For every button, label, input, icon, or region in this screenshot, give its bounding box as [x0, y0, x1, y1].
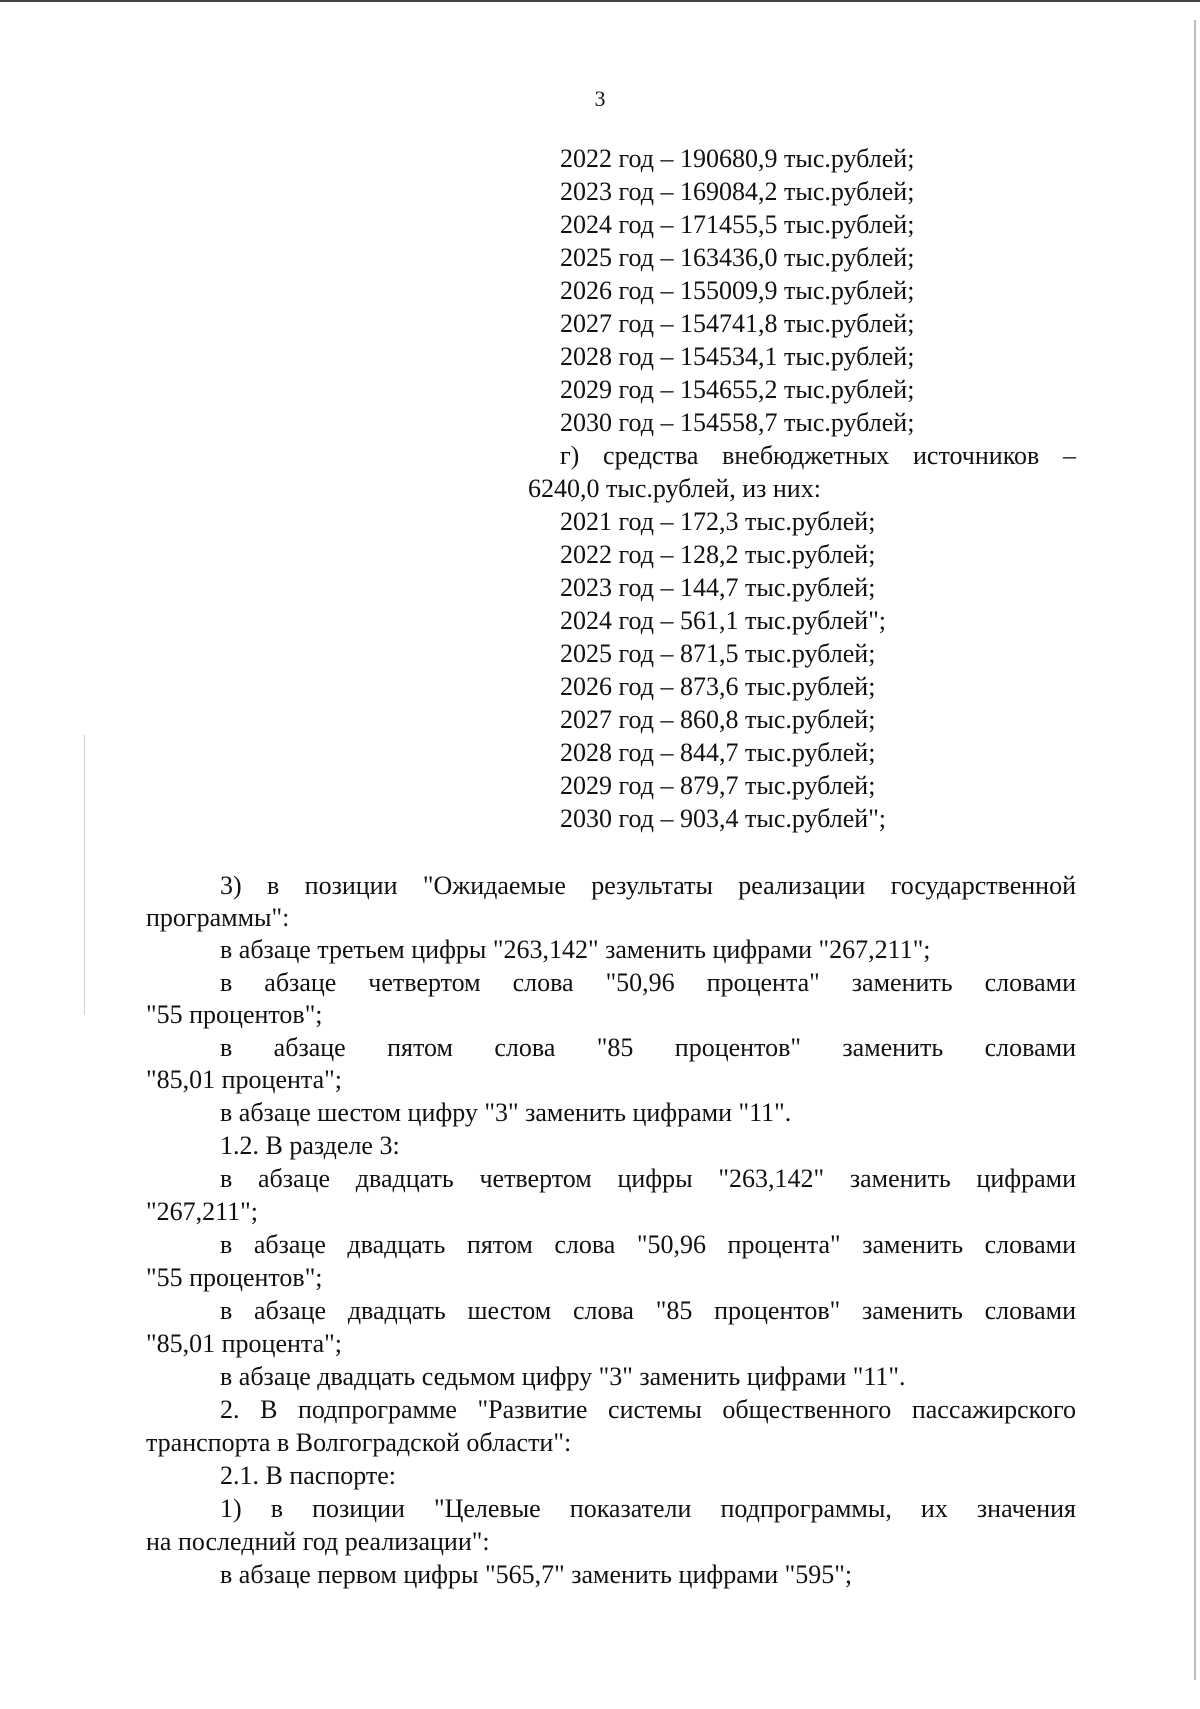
funding-line: 2027 год – 860,8 тыс.рублей;: [560, 705, 876, 734]
body-line: 2. В подпрограмме "Развитие системы общественного пассажирского: [220, 1395, 1076, 1424]
scan-left-mark: [84, 735, 85, 1015]
body-line: 2.1. В паспорте:: [220, 1461, 397, 1490]
funding-line: 2026 год – 873,6 тыс.рублей;: [560, 672, 876, 701]
funding-line: 2023 год – 144,7 тыс.рублей;: [560, 573, 876, 602]
funding-line: 2024 год – 171455,5 тыс.рублей;: [560, 210, 915, 239]
body-line: в абзаце первом цифры "565,7" заменить цифрами "595";: [220, 1560, 853, 1589]
body-line: в абзаце шестом цифру "3" заменить цифрами "11".: [220, 1098, 792, 1127]
funding-line: 2029 год – 154655,2 тыс.рублей;: [560, 375, 915, 404]
funding-line: 2030 год – 903,4 тыс.рублей";: [560, 804, 887, 833]
funding-line: 2029 год – 879,7 тыс.рублей;: [560, 771, 876, 800]
funding-line: 2022 год – 128,2 тыс.рублей;: [560, 540, 876, 569]
body-line: "55 процентов";: [146, 1263, 323, 1292]
body-line: в абзаце двадцать четвертом цифры "263,142" заменить цифрами: [220, 1164, 1076, 1193]
body-line: "85,01 процента";: [146, 1065, 342, 1094]
scan-top-edge: [0, 0, 1200, 2]
body-line: 1) в позиции "Целевые показатели подпрограммы, их значения: [220, 1494, 1076, 1523]
funding-line: 2021 год – 172,3 тыс.рублей;: [560, 507, 876, 536]
body-line: "267,211";: [146, 1197, 258, 1226]
body-line: транспорта в Волгоградской области":: [146, 1428, 572, 1457]
scan-right-edge: [1194, 20, 1196, 1680]
funding-line: 2030 год – 154558,7 тыс.рублей;: [560, 408, 915, 437]
funding-line: 2025 год – 871,5 тыс.рублей;: [560, 639, 876, 668]
body-line: 1.2. В разделе 3:: [220, 1131, 400, 1160]
funding-line: 2028 год – 154534,1 тыс.рублей;: [560, 342, 915, 371]
funding-line: 2025 год – 163436,0 тыс.рублей;: [560, 243, 915, 272]
funding-line: 2023 год – 169084,2 тыс.рублей;: [560, 177, 915, 206]
body-line: на последний год реализации":: [146, 1527, 490, 1556]
funding-line: 2024 год – 561,1 тыс.рублей";: [560, 606, 887, 635]
body-line: в абзаце третьем цифры "263,142" заменить цифрами "267,211";: [220, 935, 931, 964]
body-line: в абзаце двадцать пятом слова "50,96 процента" заменить словами: [220, 1230, 1076, 1259]
body-line: "55 процентов";: [146, 1000, 323, 1029]
extrabudget-heading: г) средства внебюджетных источников –: [560, 441, 1076, 470]
body-line: программы":: [146, 903, 290, 932]
funding-line: 2022 год – 190680,9 тыс.рублей;: [560, 144, 915, 173]
body-line: в абзаце пятом слова "85 процентов" заменить словами: [220, 1033, 1076, 1062]
funding-line: 2026 год – 155009,9 тыс.рублей;: [560, 276, 915, 305]
funding-line: 2028 год – 844,7 тыс.рублей;: [560, 738, 876, 767]
body-line: в абзаце двадцать седьмом цифру "3" заменить цифрами "11".: [220, 1362, 906, 1391]
page-number: 3: [594, 86, 606, 111]
body-line: в абзаце четвертом слова "50,96 процента" заменить словами: [220, 968, 1076, 997]
body-line: "85,01 процента";: [146, 1329, 342, 1358]
funding-line: 2027 год – 154741,8 тыс.рублей;: [560, 309, 915, 338]
body-line: 3) в позиции "Ожидаемые результаты реализации государственной: [220, 871, 1076, 900]
extrabudget-total: 6240,0 тыс.рублей, из них:: [528, 474, 821, 503]
body-line: в абзаце двадцать шестом слова "85 процентов" заменить словами: [220, 1296, 1076, 1325]
